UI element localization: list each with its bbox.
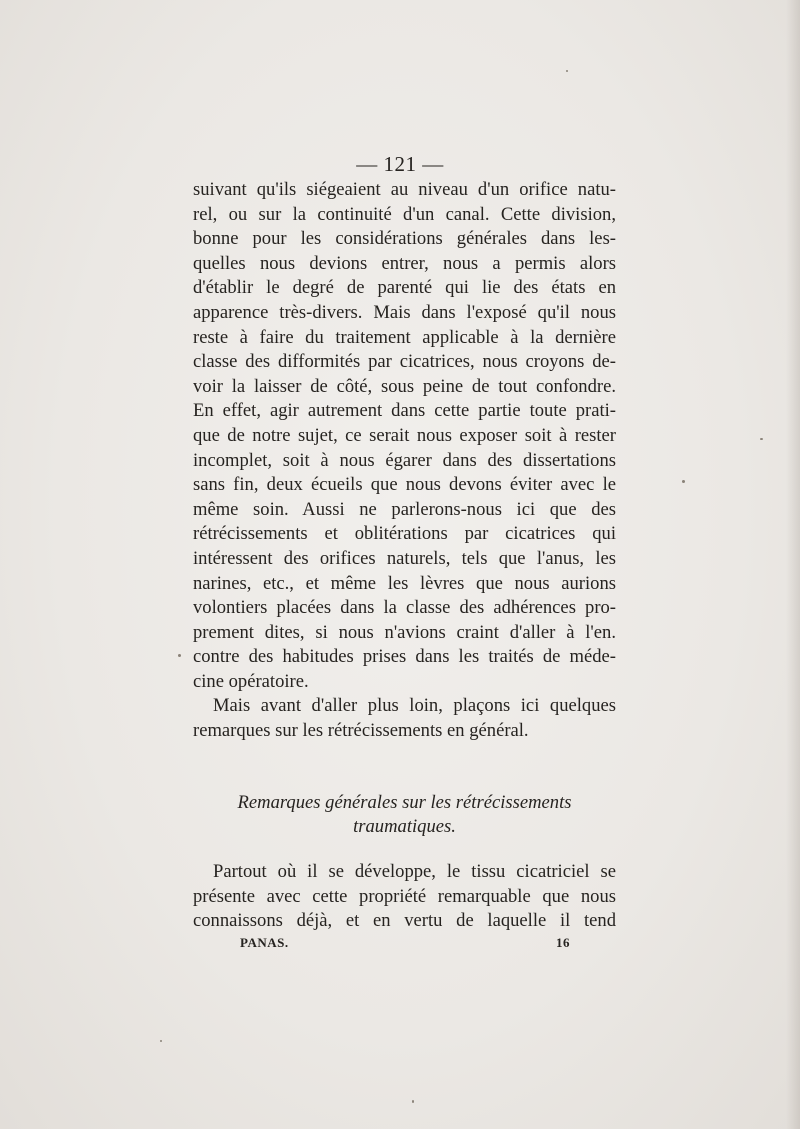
paper-speck	[178, 654, 181, 657]
text-line: d'établir le degré de parenté qui lie des états en	[193, 277, 616, 299]
text-line: quelles nous devions entrer, nous a permis alors	[193, 252, 616, 274]
text-line: Partout où il se développe, le tissu cicatriciel se	[213, 861, 616, 882]
text-line: classe des difformités par cicatrices, nous croyons de-	[193, 351, 616, 373]
text-line: rétrécissements et oblitérations par cicatrices qui	[193, 523, 616, 545]
section-heading-line: Remarques générales sur les rétrécissements	[237, 792, 572, 813]
text-line: reste à faire du traitement applicable à la dernière	[193, 326, 616, 348]
printer-signature: PANAS.	[240, 935, 289, 950]
paper-speck	[682, 480, 685, 483]
paper-speck	[160, 1040, 162, 1042]
section-heading	[193, 791, 616, 839]
text-line: apparence très-divers. Mais dans l'exposé qu'il nous	[193, 301, 616, 323]
text-line: contre des habitudes prises dans les traités de méde-	[193, 646, 616, 668]
text-line: prement dites, si nous n'avions craint d'aller à l'en.	[193, 621, 616, 643]
text-line: même soin. Aussi ne parlerons-nous ici que des	[193, 498, 616, 520]
text-line: bonne pour les considérations générales dans les-	[193, 228, 616, 250]
text-line: présente avec cette propriété remarquable que nous	[193, 885, 616, 907]
paper-speck	[412, 1100, 414, 1103]
paper-speck	[760, 438, 763, 440]
text-line: que de notre sujet, ce serait nous exposer soit à rester	[193, 424, 616, 446]
text-line: rel, ou sur la continuité d'un canal. Cette division,	[193, 203, 616, 225]
text-line: incomplet, soit à nous égarer dans des dissertations	[193, 449, 616, 471]
page-number: — 121 —	[356, 152, 444, 176]
text-line: connaissons déjà, et en vertu de laquelle il tend	[193, 910, 616, 932]
text-line: suivant qu'ils siégeaient au niveau d'un orifice natu-	[193, 179, 616, 200]
text-line: sans fin, deux écueils que nous devons éviter avec le	[193, 474, 616, 496]
sheet-number: 16	[556, 935, 570, 950]
text-line: Mais avant d'aller plus loin, plaçons ici quelques	[213, 695, 616, 717]
section-heading-line: traumatiques.	[353, 816, 456, 837]
paragraph-1	[193, 178, 616, 744]
text-line: volontiers placées dans la classe des adhérences pro-	[193, 597, 616, 619]
paper-speck	[566, 70, 568, 72]
paragraph-3	[193, 860, 616, 934]
text-line: voir la laisser de côté, sous peine de tout confondre.	[193, 375, 616, 397]
text-line: remarques sur les rétrécissements en général.	[193, 720, 529, 742]
text-line: En effet, agir autrement dans cette partie toute prati-	[193, 400, 616, 422]
text-line: narines, etc., et même les lèvres que nous aurions	[193, 572, 616, 594]
text-line: intéressent des orifices naturels, tels que l'anus, les	[193, 547, 616, 569]
text-line: cine opératoire.	[193, 670, 309, 692]
